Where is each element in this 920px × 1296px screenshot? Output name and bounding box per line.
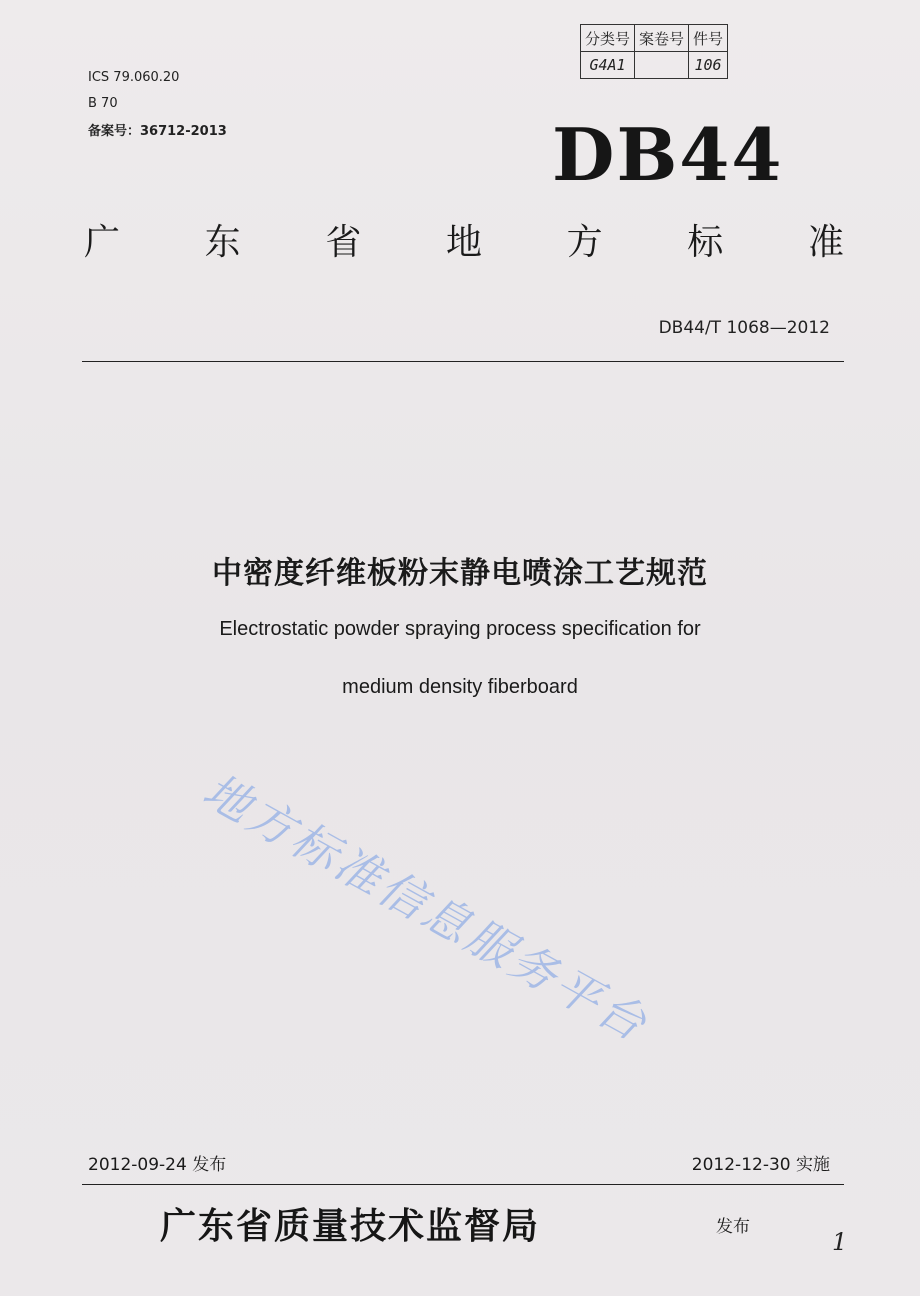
standard-type-char: 方 (566, 222, 603, 263)
ics-code: ICS 79.060.20 (88, 70, 180, 85)
standard-number: DB44/T 1068—2012 (658, 318, 830, 338)
archive-header-volume: 案卷号 (635, 25, 689, 52)
standard-type-heading (84, 214, 844, 265)
publish-date: 2012-09-24 发布 (88, 1155, 227, 1175)
standard-type-char: 省 (325, 222, 362, 263)
ccs-code: B 70 (88, 96, 118, 111)
top-divider (82, 361, 844, 362)
archive-header-category: 分类号 (581, 25, 635, 52)
archive-stamp-table (580, 24, 728, 79)
watermark-text: 地方标准信息服务平台 (194, 762, 658, 1053)
standard-type-char: 准 (807, 222, 844, 263)
bottom-divider (82, 1184, 844, 1185)
implement-date: 2012-12-30 实施 (691, 1155, 830, 1175)
standard-type-char: 广 (84, 222, 121, 263)
issuer-action: 发布 (716, 1217, 750, 1237)
archive-header-item: 件号 (689, 25, 728, 52)
page-number: 1 (832, 1228, 848, 1256)
filing-number: 备案号：36712-2013 (88, 124, 227, 139)
standard-type-char: 地 (445, 222, 482, 263)
archive-value-item: 106 (689, 52, 728, 79)
title-english-line2: medium density fiberboard (342, 676, 578, 698)
title-english-line1: Electrostatic powder spraying process specification for (219, 618, 701, 640)
db-code-heading: DB44 (552, 112, 784, 197)
standard-type-char: 东 (204, 222, 241, 263)
archive-value-category: G4A1 (581, 52, 635, 79)
archive-value-volume (635, 52, 689, 79)
title-chinese: 中密度纤维板粉末静电喷涂工艺规范 (212, 556, 708, 591)
issuing-authority: 广东省质量技术监督局 (160, 1205, 541, 1247)
standard-type-char: 标 (687, 222, 724, 263)
